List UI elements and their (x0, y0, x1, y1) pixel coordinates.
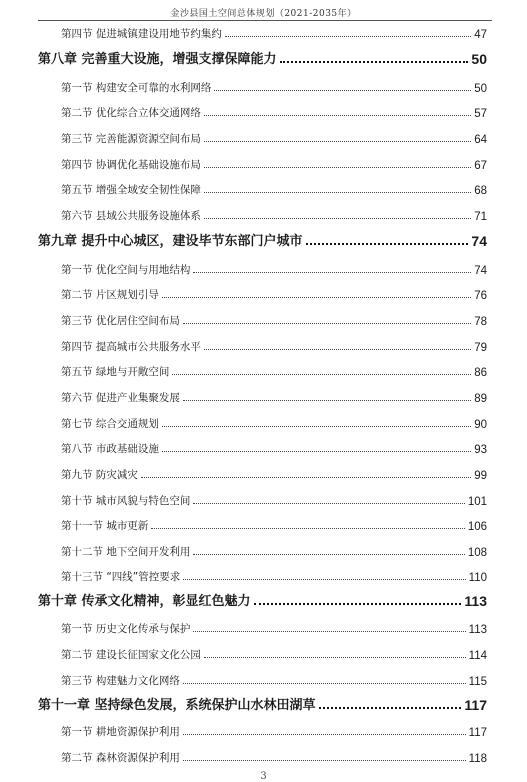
toc-entry-page-number: 110 (468, 572, 487, 584)
toc-entry-title: 第十章 传承文化精神，彰显红色魅力 (38, 594, 251, 609)
dot-leader (319, 706, 462, 709)
toc-entry-title: 第三节 优化居住空间布局 (61, 315, 180, 327)
toc-entry-page-number: 117 (464, 697, 487, 713)
toc-entry-title: 第二节 建设长征国家文化公园 (61, 649, 201, 661)
toc-entry-title: 第一节 构建安全可靠的水利网络 (61, 82, 212, 94)
toc-entry-page-number: 86 (474, 367, 487, 379)
toc-section-entry[interactable] (61, 259, 487, 277)
toc-entry-page-number: 117 (468, 727, 487, 739)
toc-entry-page-number: 93 (474, 444, 487, 456)
dot-leader (204, 217, 471, 219)
toc-chapter-entry[interactable] (38, 591, 487, 609)
dot-leader (204, 656, 466, 658)
toc-entry-title: 第一节 优化空间与用地结构 (61, 264, 191, 276)
toc-section-entry[interactable] (61, 102, 487, 120)
page-number: 3 (260, 771, 267, 782)
toc-chapter-entry[interactable] (38, 231, 487, 249)
toc-entry-page-number: 99 (474, 470, 487, 482)
toc-entry-page-number: 113 (468, 624, 487, 636)
toc-entry-title: 第五节 绿地与开敞空间 (61, 366, 170, 378)
toc-entry-title: 第七节 综合交通规划 (61, 418, 159, 430)
toc-chapter-entry[interactable] (38, 695, 487, 713)
toc-entry-page-number: 68 (474, 185, 487, 197)
toc-section-entry[interactable] (61, 310, 487, 328)
dot-leader (162, 425, 471, 427)
dot-leader (162, 450, 471, 452)
dot-leader (280, 60, 469, 63)
toc-entry-title: 第四节 促进城镇建设用地节约集约 (61, 28, 222, 40)
toc-section-entry[interactable] (61, 721, 487, 739)
toc-entry-page-number: 114 (468, 650, 487, 662)
toc-section-entry[interactable] (61, 205, 487, 223)
toc-entry-page-number: 74 (471, 233, 487, 249)
dot-leader (183, 682, 466, 684)
dot-leader (193, 271, 471, 273)
toc-entry-title: 第十节 城市风貌与特色空间 (61, 495, 191, 507)
dot-leader (183, 759, 466, 761)
toc-section-entry[interactable] (61, 128, 487, 146)
toc-entry-title: 第四节 协调优化基础设施布局 (61, 159, 201, 171)
dot-leader (193, 502, 464, 504)
toc-entry-page-number: 47 (474, 29, 487, 41)
toc-entry-title: 第三节 构建魅力文化网络 (61, 675, 180, 687)
dot-leader (193, 553, 464, 555)
toc-section-entry[interactable] (61, 387, 487, 405)
dot-leader (204, 348, 471, 350)
toc-entry-page-number: 108 (467, 547, 487, 559)
toc-section-entry[interactable] (61, 644, 487, 662)
dot-leader (306, 242, 469, 245)
toc-entry-title: 第二节 森林资源保护利用 (61, 752, 180, 764)
dot-leader (183, 399, 471, 401)
toc-section-entry[interactable] (61, 541, 487, 559)
toc-entry-page-number: 67 (474, 160, 487, 172)
toc-entry-page-number: 90 (474, 419, 487, 431)
toc-section-entry[interactable] (61, 336, 487, 354)
toc-section-entry[interactable] (61, 438, 487, 456)
toc-section-entry[interactable] (61, 490, 487, 508)
toc-section-entry[interactable] (61, 670, 487, 688)
toc-entry-page-number: 71 (474, 211, 487, 223)
toc-entry-title: 第十一章 坚持绿色发展，系统保护山水林田湖草 (38, 698, 316, 713)
dot-leader (214, 89, 471, 91)
toc-entry-page-number: 115 (468, 676, 487, 688)
dot-leader (204, 166, 471, 168)
toc-section-entry[interactable] (61, 747, 487, 765)
dot-leader (151, 527, 464, 529)
toc-section-entry[interactable] (61, 284, 487, 302)
toc-entry-page-number: 79 (474, 342, 487, 354)
dot-leader (225, 35, 471, 37)
toc-entry-page-number: 64 (474, 134, 487, 146)
toc-section-entry[interactable] (61, 77, 487, 95)
toc-entry-page-number: 76 (474, 290, 487, 302)
toc-entry-page-number: 57 (474, 108, 487, 120)
header-rule (38, 20, 492, 21)
toc-entry-page-number: 89 (474, 393, 487, 405)
dot-leader (183, 322, 471, 324)
toc-entry-title: 第四节 提高城市公共服务水平 (61, 341, 201, 353)
toc-entry-title: 第八章 完善重大设施，增强支撑保障能力 (38, 52, 277, 67)
page-header: 金沙县国土空间总体规划（2021-2035年） (170, 9, 357, 19)
toc-chapter-entry[interactable] (38, 49, 487, 67)
toc-section-entry[interactable] (61, 413, 487, 431)
toc-section-entry[interactable] (61, 464, 487, 482)
toc-entry-title: 第八节 市政基础设施 (61, 443, 159, 455)
toc-entry-page-number: 50 (474, 83, 487, 95)
toc-entry-page-number: 101 (467, 496, 487, 508)
toc-entry-title: 第十一节 城市更新 (61, 520, 149, 532)
toc-section-entry[interactable] (61, 618, 487, 636)
dot-leader (183, 578, 465, 580)
toc-section-entry[interactable] (61, 154, 487, 172)
toc-section-entry[interactable] (61, 566, 487, 584)
dot-leader (204, 191, 471, 193)
toc-section-entry[interactable] (61, 515, 487, 533)
dot-leader (204, 140, 471, 142)
toc-entry-title: 第一节 历史文化传承与保护 (61, 623, 191, 635)
toc-section-entry[interactable] (61, 361, 487, 379)
toc-entry-title: 第五节 增强全域安全韧性保障 (61, 184, 201, 196)
toc-entry-title: 第一节 耕地资源保护利用 (61, 726, 180, 738)
toc-entry-title: 第六节 促进产业集聚发展 (61, 392, 180, 404)
toc-entry-page-number: 106 (467, 521, 487, 533)
toc-entry-page-number: 50 (471, 51, 487, 67)
toc-entry-title: 第三节 完善能源资源空间布局 (61, 133, 201, 145)
toc-entry-title: 第六节 县域公共服务设施体系 (61, 210, 201, 222)
dot-leader (183, 733, 466, 735)
dot-leader (204, 114, 471, 116)
dot-leader (172, 373, 471, 375)
toc-entry-page-number: 78 (474, 316, 487, 328)
toc-entry-title: 第二节 片区规划引导 (61, 289, 159, 301)
dot-leader (254, 602, 462, 605)
toc-section-entry[interactable] (61, 179, 487, 197)
toc-entry-title: 第九章 提升中心城区，建设毕节东部门户城市 (38, 234, 303, 249)
toc-entry-title: 第二节 优化综合立体交通网络 (61, 107, 201, 119)
toc-entry-title: 第九节 防灾减灾 (61, 469, 138, 481)
toc-section-entry[interactable] (61, 23, 487, 41)
toc-entry-title: 第十三节 “四线”管控要求 (61, 571, 181, 583)
dot-leader (141, 476, 471, 478)
toc-entry-page-number: 113 (464, 593, 487, 609)
toc-entry-title: 第十二节 地下空间开发利用 (61, 546, 191, 558)
toc-entry-page-number: 118 (468, 753, 487, 765)
dot-leader (193, 630, 465, 632)
dot-leader (162, 296, 471, 298)
toc-entry-page-number: 74 (474, 265, 487, 277)
